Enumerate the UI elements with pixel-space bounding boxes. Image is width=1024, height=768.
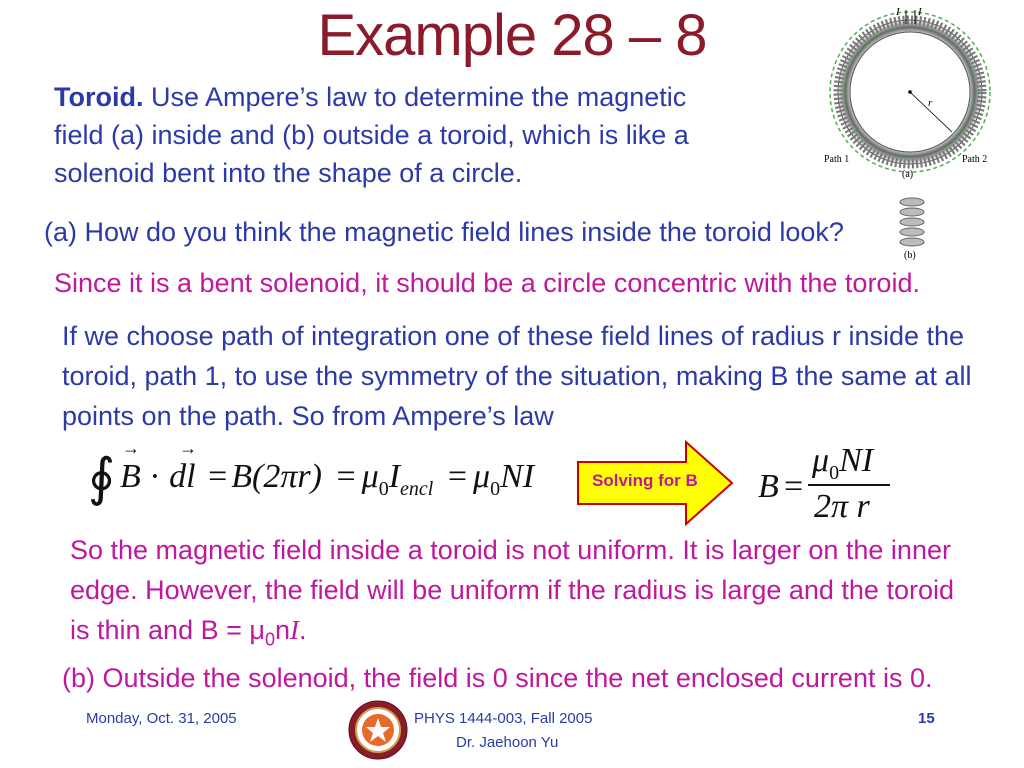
B-term: B bbox=[231, 458, 253, 495]
dot-operator: · bbox=[149, 458, 161, 495]
conclusion-body: So the magnetic field inside a toroid is not uniform. It is larger on the inner edge. However, the field will be uniform if the radius is large and the toroid is thin and B = bbox=[70, 535, 954, 645]
mu-sub-1: 0 bbox=[378, 477, 389, 500]
result-equation bbox=[758, 440, 898, 530]
footer-course: PHYS 1444-003, Fall 2005 bbox=[414, 710, 593, 727]
vec-arrow-icon: → bbox=[179, 438, 198, 458]
caption-a: (a) bbox=[902, 169, 914, 180]
answer-b: (b) Outside the solenoid, the field is 0 since the net enclosed current is 0. bbox=[62, 663, 933, 693]
footer-instructor: Dr. Jaehoon Yu bbox=[456, 734, 559, 751]
explanation-text: If we choose path of integration one of these field lines of radius r inside the toroid, path 1, to use the symmetry of the situation, making B the same at all points on the path. So from Ampere’s law bbox=[62, 321, 972, 431]
result-mu-sub: 0 bbox=[829, 461, 840, 484]
result-denominator: 2π r bbox=[814, 488, 870, 525]
footer-date: Monday, Oct. 31, 2005 bbox=[86, 710, 237, 727]
NI-term: NI bbox=[500, 458, 535, 495]
answer-a: Since it is a bent solenoid, it should be a circle concentric with the toroid. bbox=[54, 268, 920, 298]
label-I-left: I bbox=[896, 6, 900, 18]
label-r: r bbox=[928, 97, 933, 109]
result-mu: μ bbox=[812, 442, 830, 479]
result-B: B bbox=[758, 468, 779, 505]
question-a: (a) How do you think the magnetic field lines inside the toroid look? bbox=[44, 217, 844, 247]
equals-1: = bbox=[208, 458, 228, 495]
conclusion-n: n bbox=[274, 615, 290, 645]
closed-integral-symbol: ∮ bbox=[88, 450, 116, 507]
equals-2: = bbox=[336, 458, 356, 495]
page-number: 15 bbox=[918, 710, 935, 727]
mu-sub-2: 0 bbox=[490, 477, 501, 500]
vec-B: B bbox=[120, 458, 141, 495]
conclusion-text bbox=[70, 530, 970, 659]
equals-3: = bbox=[447, 458, 468, 495]
ampere-equation bbox=[88, 438, 558, 512]
label-path2: Path 2 bbox=[962, 154, 988, 165]
label-path1: Path 1 bbox=[824, 154, 850, 165]
I-encl: I bbox=[388, 458, 401, 495]
intro-body: Use Ampere’s law to determine the magnetic field (a) inside and (b) outside a toroid, which is like a solenoid bent into the shape of a circle. bbox=[54, 82, 689, 188]
intro-bold: Toroid. bbox=[54, 82, 144, 112]
slide-title: Example 28 – 8 bbox=[317, 3, 707, 68]
mu-2: μ bbox=[473, 458, 491, 495]
encl-sub: encl bbox=[400, 477, 434, 500]
solving-arrow-label: Solving for B bbox=[592, 471, 698, 490]
vec-arrow-icon: → bbox=[122, 438, 140, 458]
toroid-figure bbox=[822, 2, 1018, 182]
result-NI: NI bbox=[839, 442, 874, 479]
conclusion-mu: μ bbox=[249, 615, 265, 645]
result-equals: = bbox=[784, 468, 804, 505]
conclusion-end: . bbox=[298, 615, 307, 645]
university-seal-icon bbox=[348, 700, 408, 760]
conclusion-mu-sub: 0 bbox=[264, 629, 275, 650]
label-I-right: I bbox=[918, 6, 922, 18]
conclusion-I: I bbox=[289, 615, 299, 645]
caption-b: (b) bbox=[904, 250, 916, 261]
mu-1: μ bbox=[361, 458, 379, 495]
paren-term: (2πr) bbox=[252, 458, 322, 495]
intro-text bbox=[54, 78, 734, 192]
vec-dl: dl bbox=[169, 458, 196, 495]
fraction-bar bbox=[808, 484, 890, 486]
